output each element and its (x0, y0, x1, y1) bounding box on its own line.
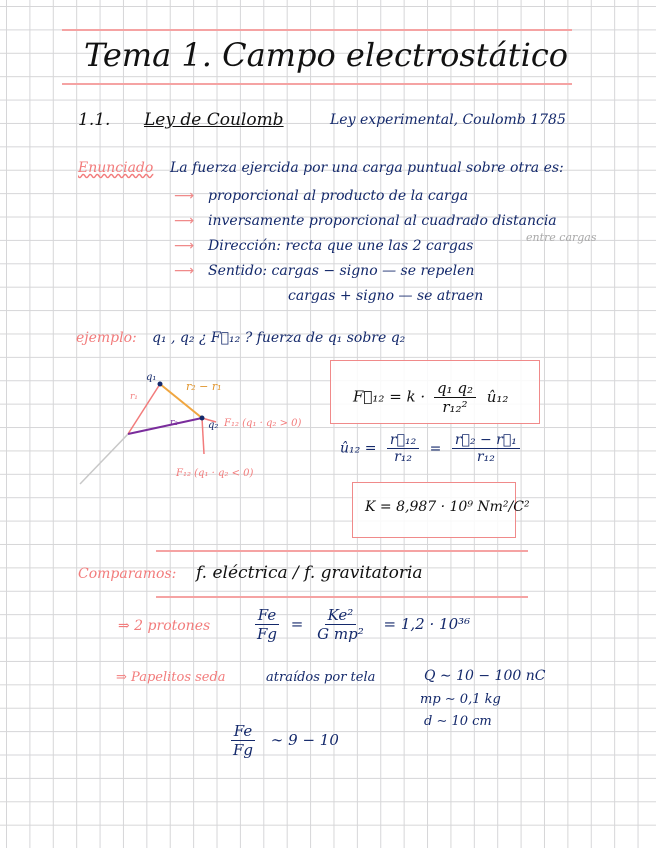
coulomb-den: r₁₂² (442, 398, 468, 416)
coulomb-formula (353, 379, 508, 416)
section-number: 1.1. (78, 110, 111, 130)
section-note: Ley experimental, Coulomb 1785 (330, 112, 566, 128)
ratio-value: ∼ 9 − 10 (270, 730, 339, 749)
fe-num: Fe (255, 606, 279, 625)
coulomb-unit: û₁₂ (486, 387, 509, 406)
k-constant-box (352, 482, 530, 538)
ratio-result (230, 722, 339, 759)
unit-den2: r₁₂ (476, 449, 495, 465)
q1-charge (158, 382, 163, 387)
ke-num: Ke² (325, 606, 357, 625)
enunciado-item: Sentido: cargas − signo — se repelen (208, 263, 475, 279)
unit-num2: r⃗₂ − r⃗₁ (452, 432, 520, 449)
force-neg-label: F₁₂ (q₁ · q₂ < 0) (176, 468, 254, 479)
k-value: K = 8,987 · 10⁹ Nm²/C² (365, 499, 530, 515)
coulomb-formula-box (330, 360, 540, 424)
unit-num1: r⃗₁₂ (387, 432, 419, 449)
distance-estimate: d ∼ 10 cm (424, 714, 492, 729)
unit-fraction-1 (387, 432, 419, 465)
protones-eq: = (290, 614, 304, 633)
enunciado-label: Enunciado (78, 160, 154, 176)
enunciado-item: inversamente proporcional al cuadrado distancia (208, 213, 557, 229)
comparamos-text: f. eléctrica / f. gravitatoria (196, 563, 423, 583)
ke-gmp-fraction (314, 606, 367, 643)
section-name: Ley de Coulomb (144, 110, 284, 130)
coulomb-lhs: F⃗₁₂ = k · (353, 387, 426, 406)
enunciado-intro: La fuerza ejercida por una carga puntual sobre otra es: (170, 160, 564, 176)
protones-result: = 1,2 · 10³⁶ (383, 614, 471, 633)
ejemplo-label: ejemplo: (76, 330, 137, 346)
sentido-second-line: cargas + signo — se atraen (288, 288, 484, 304)
q2-label: q₂ (208, 420, 219, 431)
unit-eq: = (429, 440, 442, 457)
fg-den: Fg (257, 625, 278, 643)
papelitos-label: ⇒ Papelitos seda (116, 670, 226, 685)
comparamos-bottom-rule (156, 596, 528, 598)
protones-formula (254, 606, 470, 643)
r2-label: r₂ (170, 418, 178, 428)
enunciado-item: proporcional al producto de la carga (208, 188, 469, 204)
r12-label: r₂ − r₁ (186, 380, 222, 393)
ejemplo-text: q₁ , q₂ ¿ F⃗₁₂ ? fuerza de q₁ sobre q₂ (152, 330, 406, 346)
enunciado-item: Dirección: recta que une las 2 cargas (208, 238, 474, 254)
comparamos-label: Comparamos: (78, 566, 177, 582)
title-bottom-rule (62, 83, 572, 85)
unit-vector-formula (340, 432, 520, 465)
q1-label: q₁ (146, 372, 157, 383)
papelitos-text: atraídos por tela (266, 670, 376, 685)
ratio-num: Fe (231, 722, 255, 741)
gmp-den: G mp² (317, 625, 364, 643)
coulomb-num: q₁ q₂ (434, 379, 476, 398)
entre-cargas-note: entre cargas (526, 231, 597, 244)
coulomb-fraction (434, 379, 476, 416)
ratio-fraction (230, 722, 256, 759)
unit-fraction-2 (452, 432, 520, 465)
arrow-icon: ⟶ (174, 238, 195, 254)
unit-lhs: û₁₂ = (340, 440, 377, 457)
mass-estimate: mp ∼ 0,1 kg (420, 692, 501, 707)
fe-fg-fraction (254, 606, 280, 643)
arrow-icon: ⟶ (174, 263, 195, 279)
q2-charge (200, 416, 205, 421)
ratio-den: Fg (233, 741, 254, 759)
r2-vector (128, 418, 202, 434)
force-neg-arrow (202, 418, 204, 454)
comparamos-top-rule (156, 550, 528, 552)
unit-den1: r₁₂ (394, 449, 412, 465)
axis-line (80, 434, 128, 484)
arrow-icon: ⟶ (174, 188, 195, 204)
title-top-rule (62, 29, 572, 31)
page-title: Tema 1. Campo electrostático (84, 36, 569, 74)
arrow-icon: ⟶ (174, 213, 195, 229)
charge-estimate: Q ∼ 10 − 100 nC (424, 668, 546, 684)
r1-label: r₁ (130, 392, 138, 402)
force-pos-label: F₁₂ (q₁ · q₂ > 0) (224, 418, 302, 429)
protones-label: ⇒ 2 protones (118, 618, 211, 634)
